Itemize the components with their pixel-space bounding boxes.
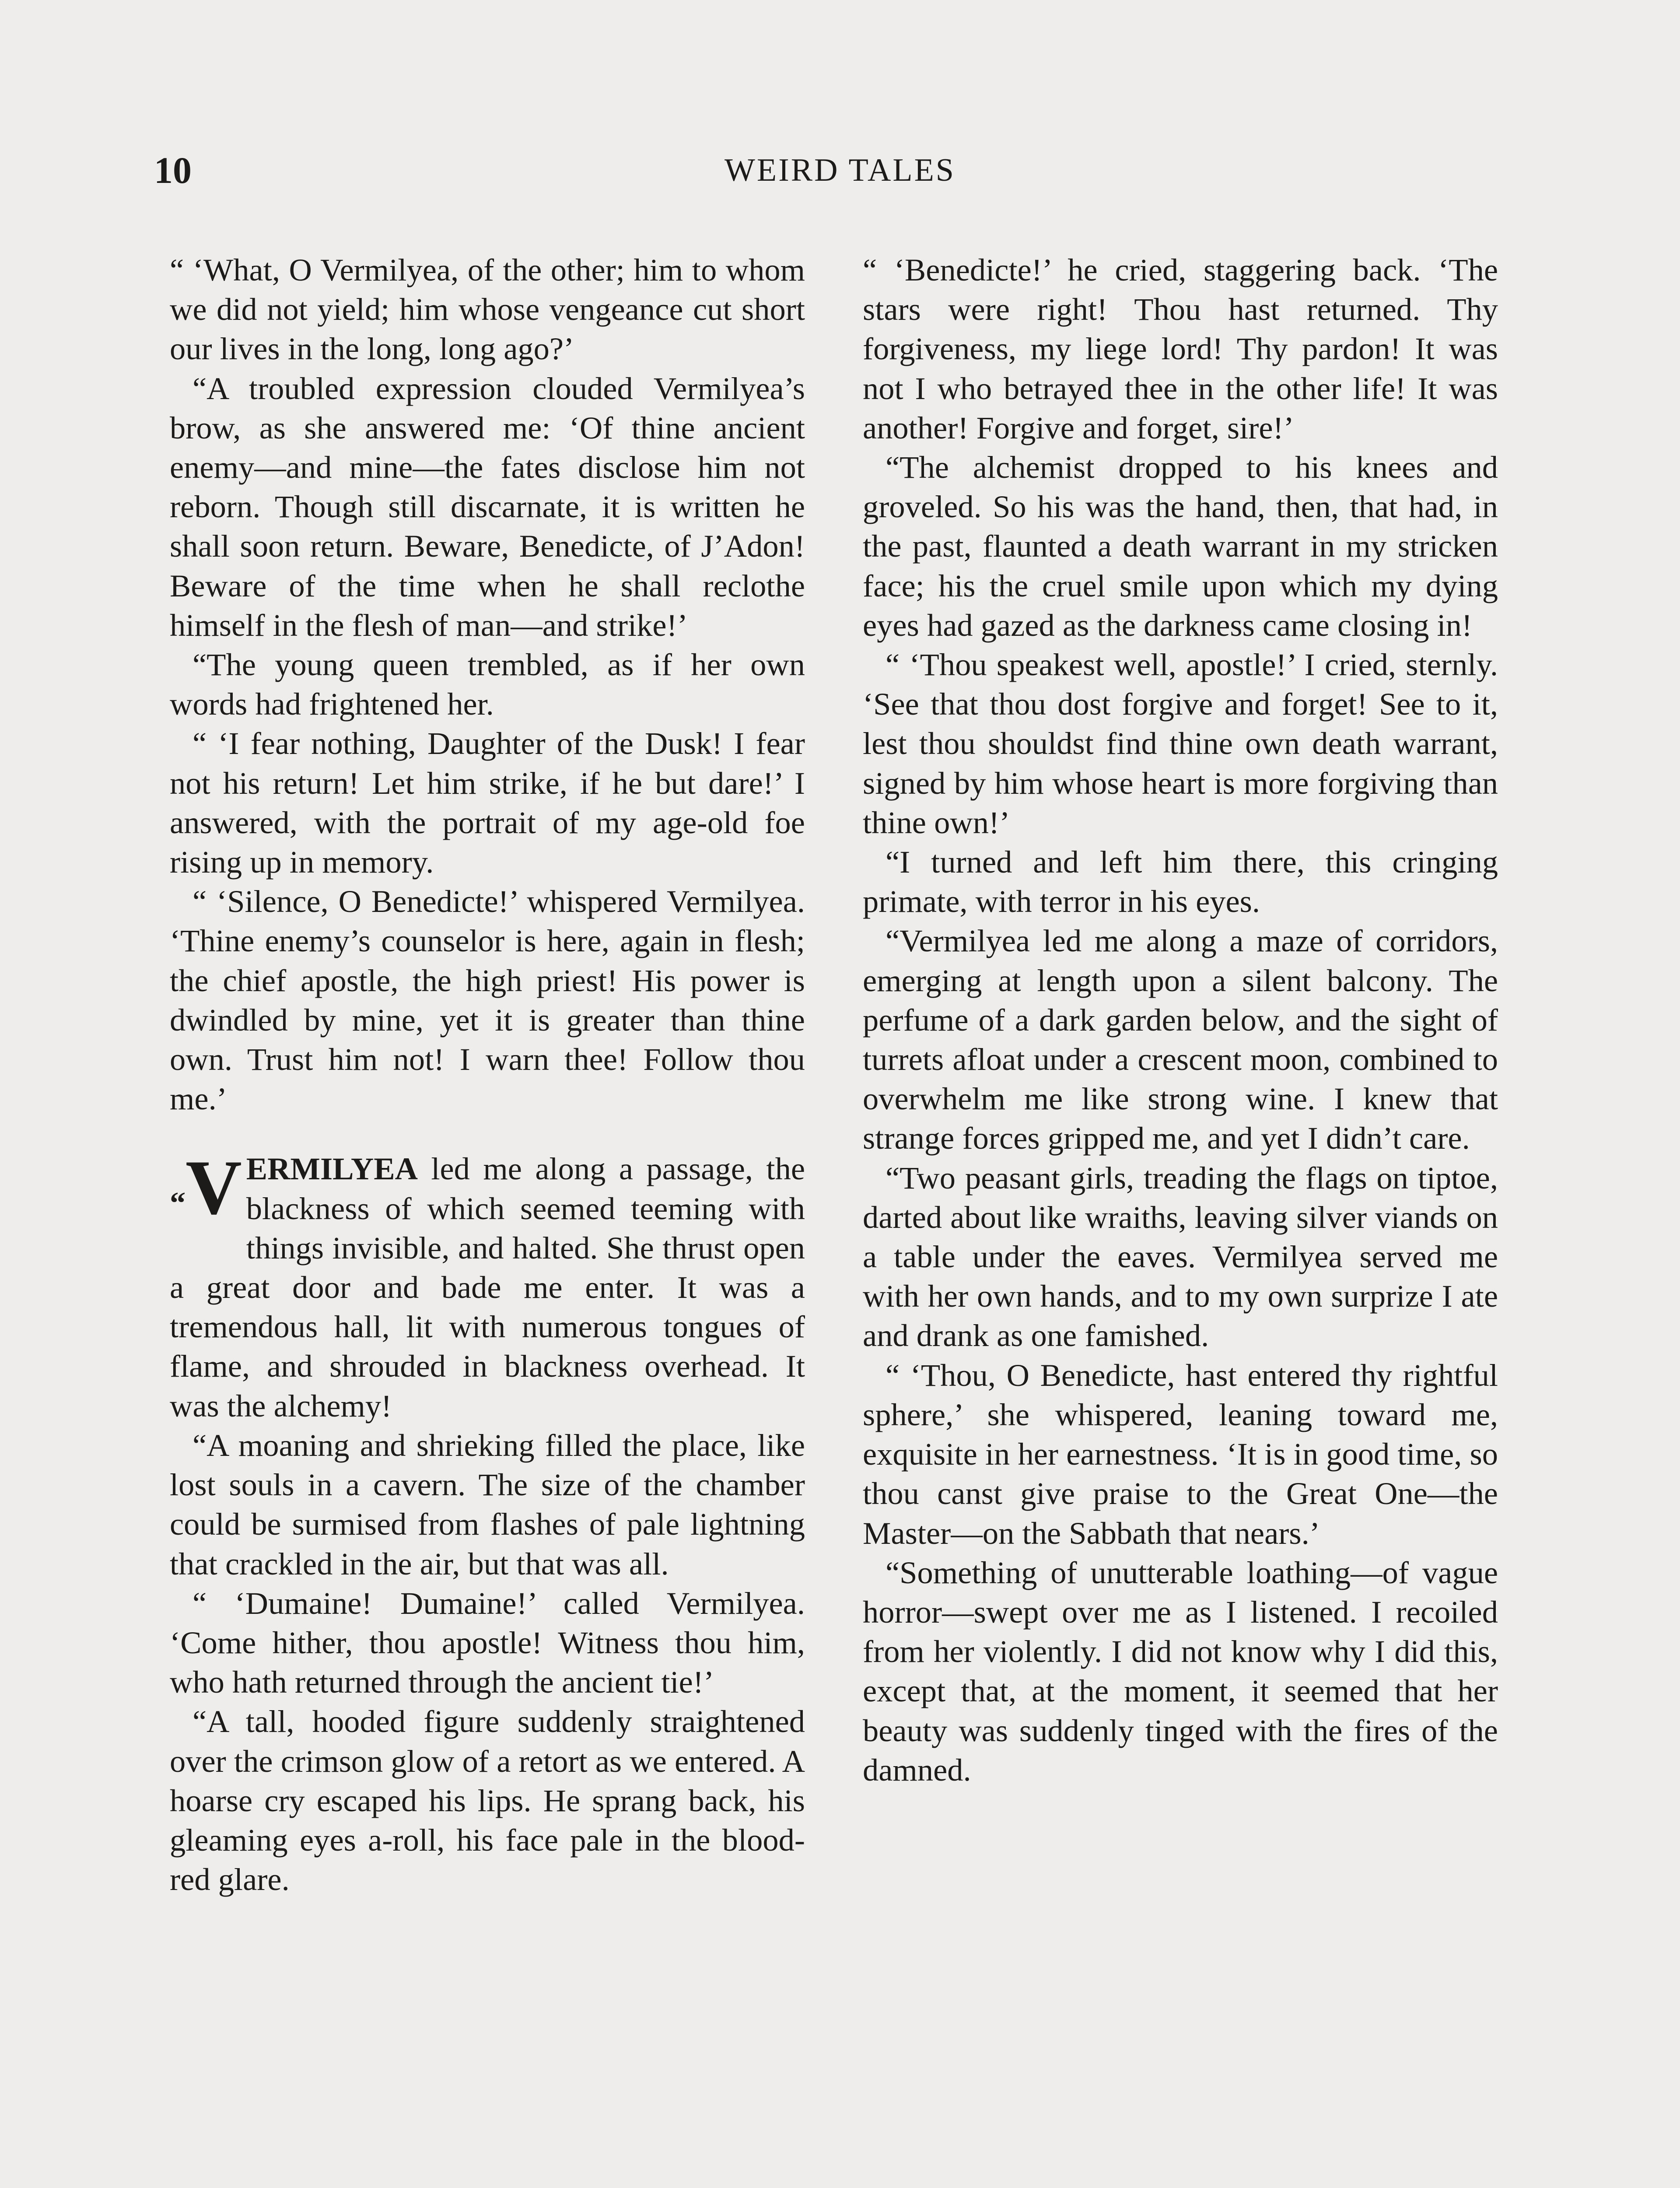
- section-break: [170, 1119, 805, 1149]
- drop-cap: [170, 1144, 242, 1236]
- paragraph: “A tall, hooded figure suddenly straightened over the crimson glow of a retort as we entered. A hoarse cry escaped his lips. He sprang back, his gleaming eyes a-roll, his face pale in the blood-red glare.: [170, 1704, 805, 1897]
- running-head: WEIRD TALES: [724, 152, 956, 188]
- paragraph: “ ‘I fear nothing, Daughter of the Dusk! I fear not his return! Let him strike, if he but dare!’ I answered, with the portrait of my age-old foe rising up in memory.: [170, 726, 805, 880]
- paragraph: “Two peasant girls, treading the flags on tiptoe, darted about like wraiths, leaving silver viands on a table under the eaves. Vermilyea served me with her own hands, and to my own surprize I ate and drank as one famished.: [863, 1160, 1498, 1353]
- paragraph: “I turned and left him there, this cringing primate, with terror in his eyes.: [863, 844, 1498, 919]
- paragraph: “ ‘Dumaine! Dumaine!’ called Vermilyea. ‘Come hither, thou apostle! Witness thou him, who hath returned through the ancient tie!’: [170, 1585, 805, 1700]
- small-caps-lead: ERMILYEA: [246, 1151, 418, 1187]
- paragraph: “A troubled expression clouded Vermilyea’s brow, as she answered me: ‘Of thine ancient enemy—and mine—the fates disclose him not reborn. Though still discarnate, it is written he shall soon return. Beware, Benedicte, of J’Adon! Beware of the time when he shall reclothe himself in the flesh of man—and strike!’: [170, 370, 805, 643]
- section-opening-paragraph: [170, 1144, 805, 1425]
- section-opening-text: led me along a passage, the blackness of which seemed teeming with things invisible, and halted. She thrust open a great door and bade me enter. It was a tremendous hall, lit with numerous tongues of flame, and shrouded in blackness overhead. It was the alchemy!: [170, 1151, 805, 1424]
- page-number: 10: [154, 149, 192, 191]
- paragraph: “Vermilyea led me along a maze of corridors, emerging at length upon a silent balcony. The perfume of a dark garden below, and the sight of turrets afloat under a crescent moon, combined to overwhelm me like strong wine. I knew that strange forces gripped me, and yet I didn’t care.: [863, 923, 1498, 1156]
- paragraph: “The young queen trembled, as if her own words had frightened her.: [170, 647, 805, 722]
- paragraph: “Something of unutterable loathing—of vague horror—swept over me as I listened. I recoiled from her violently. I did not know why I did this, except that, at the moment, it seemed that her beauty was suddenly tinged with the fires of the damned.: [863, 1554, 1498, 1788]
- paragraph: “The alchemist dropped to his knees and groveled. So his was the hand, then, that had, in the past, flaunted a death warrant in my stricken face; his the cruel smile upon which my dying eyes had gazed as the darkness came closing in!: [863, 449, 1498, 643]
- paragraph: “ ‘Thou, O Benedicte, hast entered thy rightful sphere,’ she whispered, leaning toward me, exquisite in her earnestness. ‘It is in good time, so thou canst give praise to the Great One—the Master—on the Sabbath that nears.’: [863, 1357, 1498, 1551]
- paragraph: “ ‘What, O Vermilyea, of the other; him to whom we did not yield; him whose vengeance cut short our lives in the long, long ago?’: [170, 252, 805, 367]
- drop-cap-letter: V: [186, 1144, 242, 1231]
- paragraph: “ ‘Silence, O Benedicte!’ whispered Vermilyea. ‘Thine enemy’s counselor is here, again in flesh; the chief apostle, the high priest! His power is dwindled by mine, yet it is greater than thine own. Trust him not! I warn thee! Follow thou me.’: [170, 884, 805, 1117]
- drop-cap-quote: “: [170, 1185, 186, 1221]
- paragraph: “A moaning and shrieking filled the place, like lost souls in a cavern. The size of the chamber could be surmised from flashes of pale lightning that crackled in the air, but that was all.: [170, 1427, 805, 1581]
- paragraph: “ ‘Benedicte!’ he cried, staggering back. ‘The stars were right! Thou hast returned. Thy forgiveness, my liege lord! Thy pardon! It was not I who betrayed thee in the other life! It was another! Forgive and forget, sire!’: [863, 252, 1498, 445]
- left-column: [170, 250, 805, 1899]
- paragraph: “ ‘Thou speakest well, apostle!’ I cried, sternly. ‘See that thou dost forgive and forget! See to it, lest thou shouldst find thine own death warrant, signed by him whose heart is more forgiving than thine own!’: [863, 647, 1498, 840]
- right-column: [863, 250, 1498, 1790]
